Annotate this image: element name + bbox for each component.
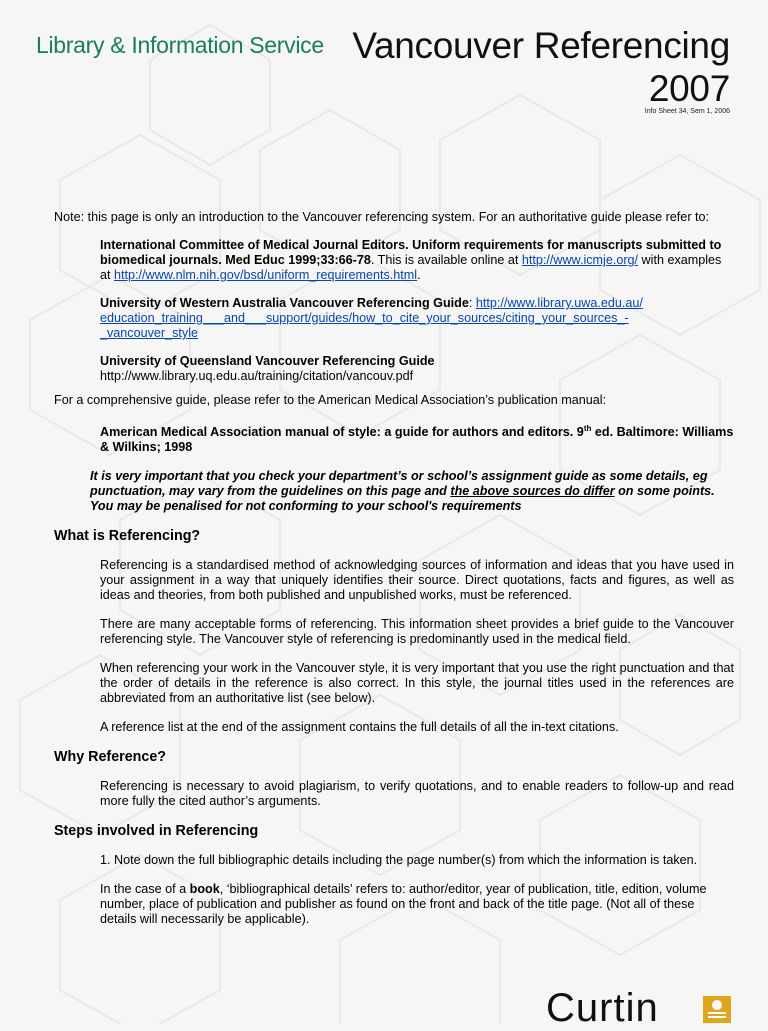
what-para-4: A reference list at the end of the assignment contains the full details of all the in-text citations.	[100, 720, 619, 735]
intro-note: Note: this page is only an introduction to the Vancouver referencing system. For an authoritative guide please refer to:	[54, 210, 710, 224]
ref1-title: International Committee of Medical Journal Editors. Uniform requirements for manuscripts submitted to biomedical journals. Med Educ 1999;33:66-78	[100, 238, 722, 267]
why-para-1: Referencing is necessary to avoid plagiarism, to verify quotations, and to enable readers to follow-up and read more fully the cited author’s arguments.	[100, 779, 734, 809]
ama-sup: th	[583, 424, 592, 433]
curtin-crest-icon	[702, 995, 732, 1024]
uwa-link-2[interactable]: education_training___and___support/guides/how_to_cite_your_sources/citing_your_sources_-	[100, 311, 629, 325]
reference-ama	[100, 421, 734, 455]
info-sheet-label: Info Sheet 34, Sem 1, 2006	[644, 108, 730, 115]
warning-underlined: the above sources do differ	[450, 484, 615, 499]
heading-why-reference: Why Reference?	[54, 749, 167, 766]
ref1-text-c: .	[417, 268, 421, 282]
ref2-sep: :	[468, 296, 476, 310]
title-line-2: 2007	[648, 68, 730, 109]
title-line-1: Vancouver Referencing	[352, 25, 730, 66]
reference-uwa	[100, 296, 734, 341]
warning-a: It is very important that you check your department’s or school’s assignment guide as some details, eg punctuation, may vary from the guidelines on this page and	[90, 469, 708, 499]
ama-b: ed. Baltimore: Williams & Wilkins; 1998	[100, 425, 734, 455]
warning-b: on some points. You may be penalised for not conforming to your school's requirements	[90, 484, 715, 514]
book-details	[100, 882, 734, 927]
document-body	[54, 210, 734, 927]
heading-steps: Steps involved in Referencing	[54, 823, 259, 840]
heading-what-is-referencing: What is Referencing?	[54, 528, 201, 545]
book-bold: book	[189, 882, 220, 897]
curtin-logo-text: Curtin	[546, 986, 659, 1030]
book-b: , ‘bibliographical details’ refers to: author/editor, year of publication, title, edition, volume number, place of publication and publisher as found on the front and back of the title page. (Not all of these details will necessarily be applicable).	[100, 882, 707, 927]
ref1-text-a: . This is available online at	[370, 253, 522, 267]
uwa-link-3[interactable]: _vancouver_style	[100, 326, 199, 340]
service-name: Library & Information Service	[36, 32, 324, 58]
book-a: In the case of a	[100, 882, 190, 897]
what-para-2: There are many acceptable forms of referencing. This information sheet provides a brief guide to the Vancouver referencing style. The Vancouver style of referencing is predominantly used in the medical field.	[100, 617, 734, 647]
ref3-title: University of Queensland Vancouver Referencing Guide	[100, 354, 435, 368]
reference-uq	[100, 354, 734, 384]
ref1-text-b: with examples at	[100, 253, 722, 282]
step-1: 1. Note down the full bibliographic details including the page number(s) from which the information is taken.	[100, 853, 698, 868]
page-header	[0, 0, 768, 200]
ama-a: American Medical Association manual of style: a guide for authors and editors. 9	[100, 425, 584, 440]
nlm-link[interactable]: http://www.nlm.nih.gov/bsd/uniform_requirements.html	[114, 268, 418, 282]
what-para-1: Referencing is a standardised method of acknowledging sources of information and ideas that you have used in your assignment in a way that uniquely identifies their source. Direct quotations, facts and figures, as well as ideas and theories, from both published and unpublished works, must be referenced.	[100, 558, 734, 603]
ref2-title: University of Western Australia Vancouver Referencing Guide	[100, 296, 469, 310]
what-para-3: When referencing your work in the Vancouver style, it is very important that you use the right punctuation and that the order of details in the reference is also correct. In this style, the journal titles used in the references are abbreviated from an authoritative list (see below).	[100, 661, 734, 706]
comprehensive-note: For a comprehensive guide, please refer to the American Medical Association’s publication manual:	[54, 393, 607, 407]
page-title	[352, 24, 730, 110]
uwa-link-1[interactable]: http://www.library.uwa.edu.au/	[475, 296, 643, 310]
icmje-link[interactable]: http://www.icmje.org/	[521, 253, 639, 267]
warning-note	[90, 469, 734, 514]
reference-icmje	[100, 238, 734, 283]
uq-url: http://www.library.uq.edu.au/training/citation/vancouv.pdf	[100, 369, 414, 383]
